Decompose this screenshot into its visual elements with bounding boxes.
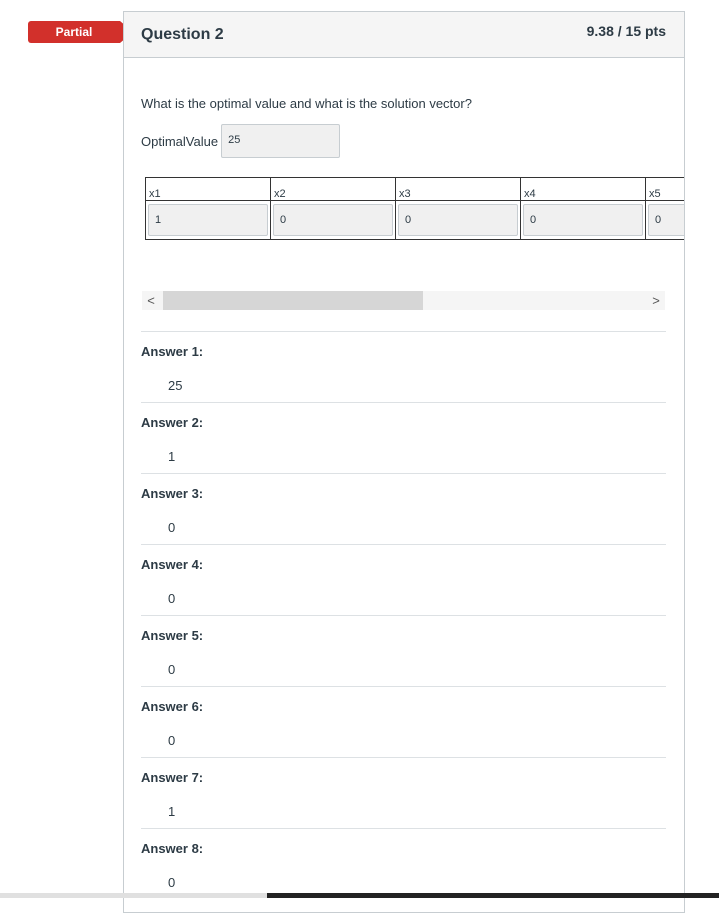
column-header-x2: x2 [271, 178, 396, 201]
x1-input[interactable]: 1 [148, 204, 268, 236]
list-item [141, 686, 666, 757]
answer-value: 25 [168, 378, 183, 393]
cell-x1 [146, 201, 271, 240]
page-scrollbar-track [0, 893, 267, 898]
list-item [141, 331, 666, 402]
answer-label: Answer 5: [141, 628, 204, 643]
answer-label: Answer 1: [141, 344, 204, 359]
question-card [123, 11, 685, 913]
answer-value: 0 [168, 875, 176, 890]
cell-x4 [521, 201, 646, 240]
answer-value: 1 [168, 449, 176, 464]
answer-value: 0 [168, 662, 176, 677]
partial-status-badge: Partial [28, 21, 120, 43]
solution-vector-table-wrapper [145, 177, 684, 292]
answer-label: Answer 7: [141, 770, 204, 785]
scrollbar-thumb[interactable] [163, 291, 423, 310]
scroll-right-icon[interactable]: > [652, 293, 660, 308]
answer-value: 1 [168, 804, 176, 819]
optimal-value-row [141, 124, 340, 158]
solution-vector-table [145, 177, 684, 240]
list-item [141, 544, 666, 615]
table-header-row [146, 178, 685, 201]
question-title: Question 2 [141, 26, 224, 43]
list-item [141, 828, 666, 899]
column-header-x1: x1 [146, 178, 271, 201]
column-header-x5: x5 [646, 178, 685, 201]
question-header [124, 12, 684, 58]
column-header-x3: x3 [396, 178, 521, 201]
list-item [141, 757, 666, 828]
x4-input[interactable]: 0 [523, 204, 643, 236]
answer-label: Answer 3: [141, 486, 204, 501]
optimal-value-label: OptimalValue [141, 133, 219, 149]
scroll-left-icon[interactable]: < [147, 293, 155, 308]
cell-x5 [646, 201, 685, 240]
column-header-x4: x4 [521, 178, 646, 201]
answer-label: Answer 6: [141, 699, 204, 714]
table-row [146, 201, 685, 240]
optimal-value-input[interactable]: 25 [221, 124, 340, 158]
list-item [141, 473, 666, 544]
list-item [141, 615, 666, 686]
question-points: 9.38 / 15 pts [586, 23, 666, 39]
answer-value: 0 [168, 520, 176, 535]
answer-label: Answer 4: [141, 557, 204, 572]
answer-label: Answer 8: [141, 841, 204, 856]
x2-input[interactable]: 0 [273, 204, 393, 236]
page-scrollbar-thumb[interactable] [267, 893, 719, 898]
x3-input[interactable]: 0 [398, 204, 518, 236]
answer-value: 0 [168, 591, 176, 606]
horizontal-scrollbar[interactable] [142, 291, 665, 310]
answer-label: Answer 2: [141, 415, 204, 430]
list-item [141, 402, 666, 473]
cell-x2 [271, 201, 396, 240]
answer-value: 0 [168, 733, 176, 748]
cell-x3 [396, 201, 521, 240]
answers-list [124, 331, 684, 899]
x5-input[interactable]: 0 [648, 204, 684, 236]
question-prompt: What is the optimal value and what is the solution vector? [141, 96, 472, 111]
